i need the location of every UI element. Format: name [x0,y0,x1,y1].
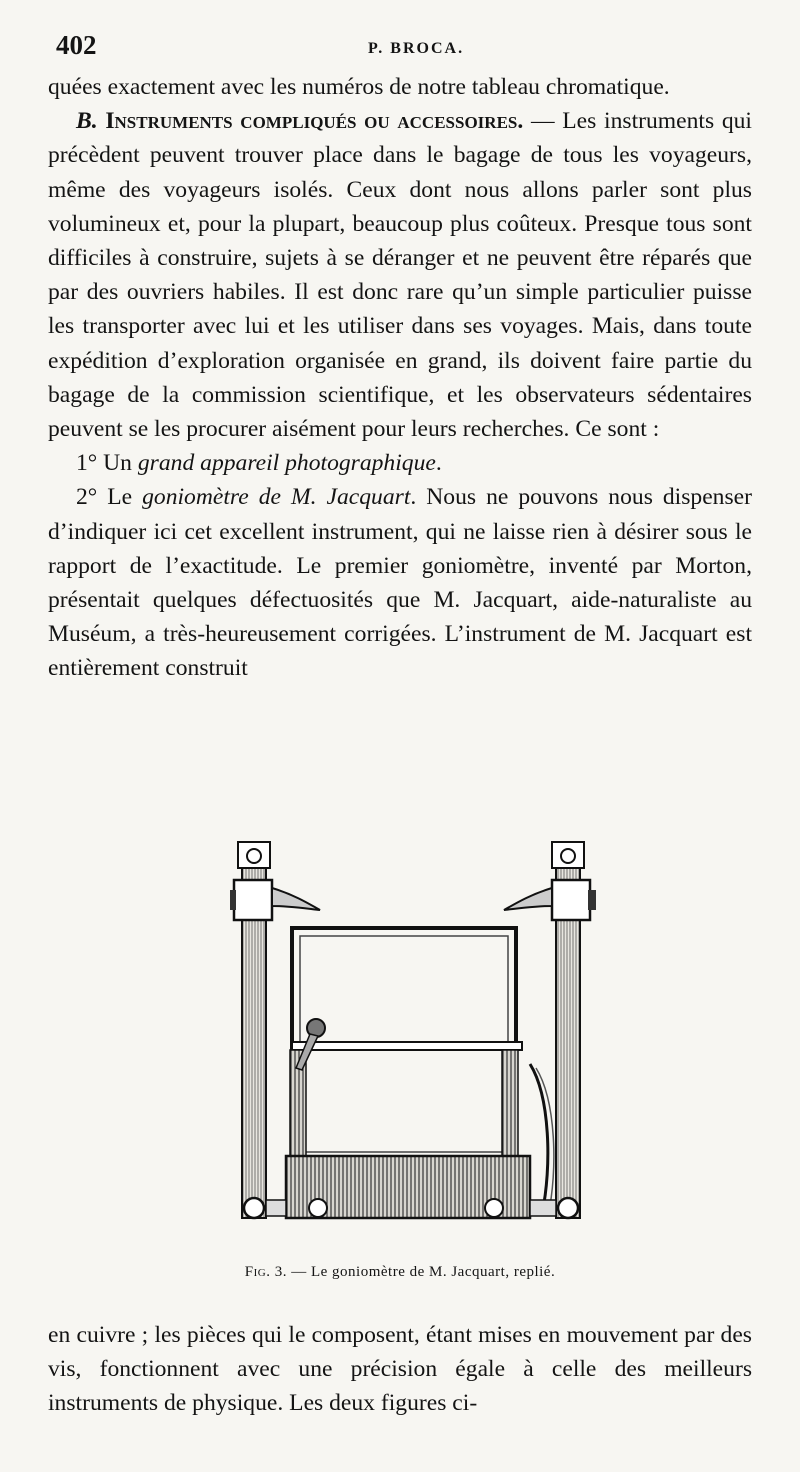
list-text: . Nous ne pouvons nous dispenser d’indiquer ici cet excellent instrument, qui ne laisse rien à désirer sous le rapport de l’exactitude. Le premier goniomètre, inventé par Morton, présentait quelques défectuosités que M. Jacquart, aide-naturaliste au Muséum, a très-heureusement corrigées. L’instrument de M. Jacquart est entièrement construit [48,484,752,682]
paragraph-body: — Les instruments qui précèdent peuvent trouver place dans le bagage de tous les voyageurs, même des voyageurs isolés. Ceux dont nous allons parler sont plus volumineux et, pour la plupart, beaucoup plus coûteux. Presque tous sont difficiles à construire, sujets à se déranger et ne peuvent être réparés que par des ouvriers habiles. Il est donc rare qu’un simple particulier puisse les transporter avec lui et les utiliser dans ses voyages. Mais, dans toute expédition d’exploration organisée en grand, ils doivent faire partie du bagage de la commission scientifique, et les observateurs sédentaires peuvent se les procurer aisément pour leurs recherches. Ce sont : [48,108,752,443]
paragraph-instruments [48,104,752,446]
section-letter: B. [76,108,98,135]
list-item-1 [48,446,752,480]
paragraph-continuation: en cuivre ; les pièces qui le composent, étant mises en mouvement par des vis, fonctionnent avec une précision égale à celle des meilleurs instruments de physique. Les deux figures ci- [48,1322,752,1417]
goniometer-illustration [230,836,600,1228]
list-number: 2° [76,484,98,511]
body-text-bottom [48,1318,752,1421]
list-text: . [435,450,442,477]
section-heading: Instruments compliqués ou accessoires. [105,108,524,135]
list-item-2 [48,480,752,685]
running-head: P. BROCA. [368,40,465,57]
list-emphasis: goniomètre de M. Jacquart [142,484,411,511]
body-text-top [48,70,752,686]
figure-label: Fig. 3. [244,1264,287,1280]
figure-caption [0,1264,800,1281]
page-header [48,28,752,68]
list-emphasis: grand appareil photographique [137,450,436,477]
list-text: Le [97,484,143,511]
list-number: 1° [76,450,98,477]
page-number: 402 [56,30,97,60]
figure-caption-text: — Le goniomètre de M. Jacquart, replié. [286,1264,556,1280]
paragraph-continued: quées exactement avec les numéros de notre tableau chromatique. [48,74,670,100]
list-text: Un [97,450,138,477]
